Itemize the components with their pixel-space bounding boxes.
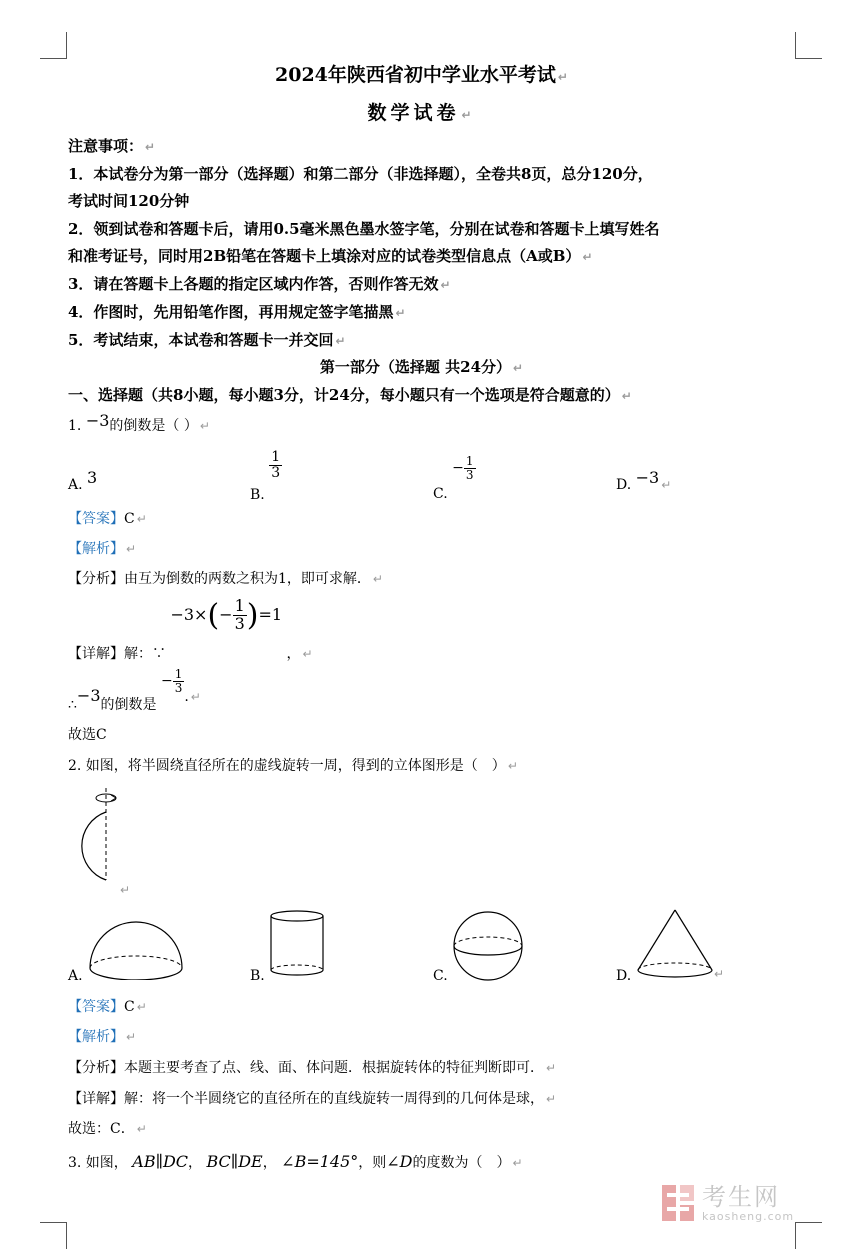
q1-option-c: C. − $\frac{1}{3}$ bbox=[433, 454, 474, 503]
page-subtitle: 数学试卷 ↵ bbox=[367, 102, 476, 124]
corner-mark-bottom-left bbox=[40, 1222, 67, 1249]
q2-sphere-figure bbox=[448, 906, 528, 986]
q2-option-d-return: ↵ bbox=[714, 967, 725, 981]
q1-answer: 【答案】C ↵ bbox=[68, 511, 147, 527]
q1-choose: 故选C bbox=[68, 727, 107, 743]
notice-item-2: 2．领到试卷和答题卡后，请用0.5毫米黑色墨水签字笔，分别在试卷和答题卡上填写姓名 bbox=[68, 220, 660, 238]
q2-semicircle-figure bbox=[62, 784, 142, 899]
q2-option-b: B. bbox=[250, 968, 265, 984]
q3-stem: 3. 如图， AB∥DC， BC∥DE， ∠B=145°，则∠D的度数为（ ） ↵ bbox=[68, 1152, 523, 1171]
part1-title: 第一部分（选择题 共24分） ↵ bbox=[319, 358, 524, 376]
notice-item-3: 3．请在答题卡上各题的指定区域内作答，否则作答无效 ↵ bbox=[68, 275, 451, 293]
q1-option-a: A. 3 bbox=[68, 468, 98, 493]
q2-cone-figure bbox=[630, 904, 720, 984]
q2-cylinder-figure bbox=[262, 906, 332, 982]
q2-hemisphere-figure bbox=[84, 910, 188, 980]
corner-mark-top-right bbox=[795, 32, 822, 59]
q1-stem: 1. −3的倒数是（ ） ↵ bbox=[68, 411, 210, 434]
q2-analysis-tag: 【解析】 ↵ bbox=[68, 1029, 137, 1045]
q1-detail: 【详解】解：∵ −3×(− $\frac{1}{3}$ )=1 ， ↵ bbox=[68, 596, 313, 662]
q1-option-d: D. −3 ↵ bbox=[616, 468, 672, 493]
watermark bbox=[660, 1183, 794, 1223]
section-heading: 一、选择题（共8小题，每小题3分，计24分，每小题只有一个选项是符合题意的） ↵ bbox=[68, 386, 632, 404]
notice-item-1-cont: 考试时间120分钟 bbox=[68, 192, 190, 210]
q2-choose: 故选：C． ↵ bbox=[68, 1121, 147, 1137]
notice-item-2-cont: 和准考证号，同时用2B铅笔在答题卡上填涂对应的试卷类型信息点（A或B） ↵ bbox=[68, 247, 593, 265]
svg-text:↵: ↵ bbox=[120, 883, 131, 897]
q2-option-a: A. bbox=[68, 968, 83, 984]
watermark-logo-icon bbox=[660, 1183, 696, 1223]
q2-option-d: D. bbox=[616, 968, 632, 984]
q1-analysis-tag: 【解析】 ↵ bbox=[68, 541, 137, 557]
q2-option-c: C. bbox=[433, 968, 448, 984]
notice-item-1: 1．本试卷分为第一部分（选择题）和第二部分（非选择题），全卷共8页，总分120分， bbox=[68, 165, 653, 183]
notice-item-4: 4．作图时，先用铅笔作图，再用规定签字笔描黑 ↵ bbox=[68, 303, 406, 321]
q1-option-b: B. $\frac{1}{3}$ bbox=[250, 449, 281, 504]
q1-option-b-fraction: $\frac{1}{3}$ bbox=[271, 449, 281, 481]
corner-mark-top-left bbox=[40, 32, 67, 59]
corner-mark-bottom-right bbox=[795, 1222, 822, 1249]
notice-item-5: 5．考试结束，本试卷和答题卡一并交回 ↵ bbox=[68, 331, 346, 349]
watermark-text: 考生网 bbox=[702, 1182, 780, 1211]
page-title: 2024年陕西省初中学业水平考试 ↵ bbox=[275, 64, 568, 86]
q2-stem: 2. 如图，将半圆绕直径所在的虚线旋转一周，得到的立体图形是（ ） ↵ bbox=[68, 758, 518, 774]
q2-detail: 【详解】解：将一个半圆绕它的直径所在的直线旋转一周得到的几何体是球， ↵ bbox=[68, 1091, 557, 1107]
q2-answer: 【答案】C ↵ bbox=[68, 999, 147, 1015]
watermark-url: kaosheng.com bbox=[702, 1209, 795, 1223]
q1-therefore: ∴−3的倒数是 − $\frac{1}{3}$ . ↵ bbox=[68, 667, 201, 714]
q1-fenxi: 【分析】由互为倒数的两数之积为1，即可求解． ↵ bbox=[68, 571, 383, 587]
q2-fenxi: 【分析】本题主要考查了点、线、面、体问题．根据旋转体的特征判断即可． ↵ bbox=[68, 1060, 557, 1076]
q1-detail-expression: −3×(− $\frac{1}{3}$ )=1 bbox=[170, 596, 283, 633]
notice-heading: 注意事项： ↵ bbox=[68, 137, 156, 155]
